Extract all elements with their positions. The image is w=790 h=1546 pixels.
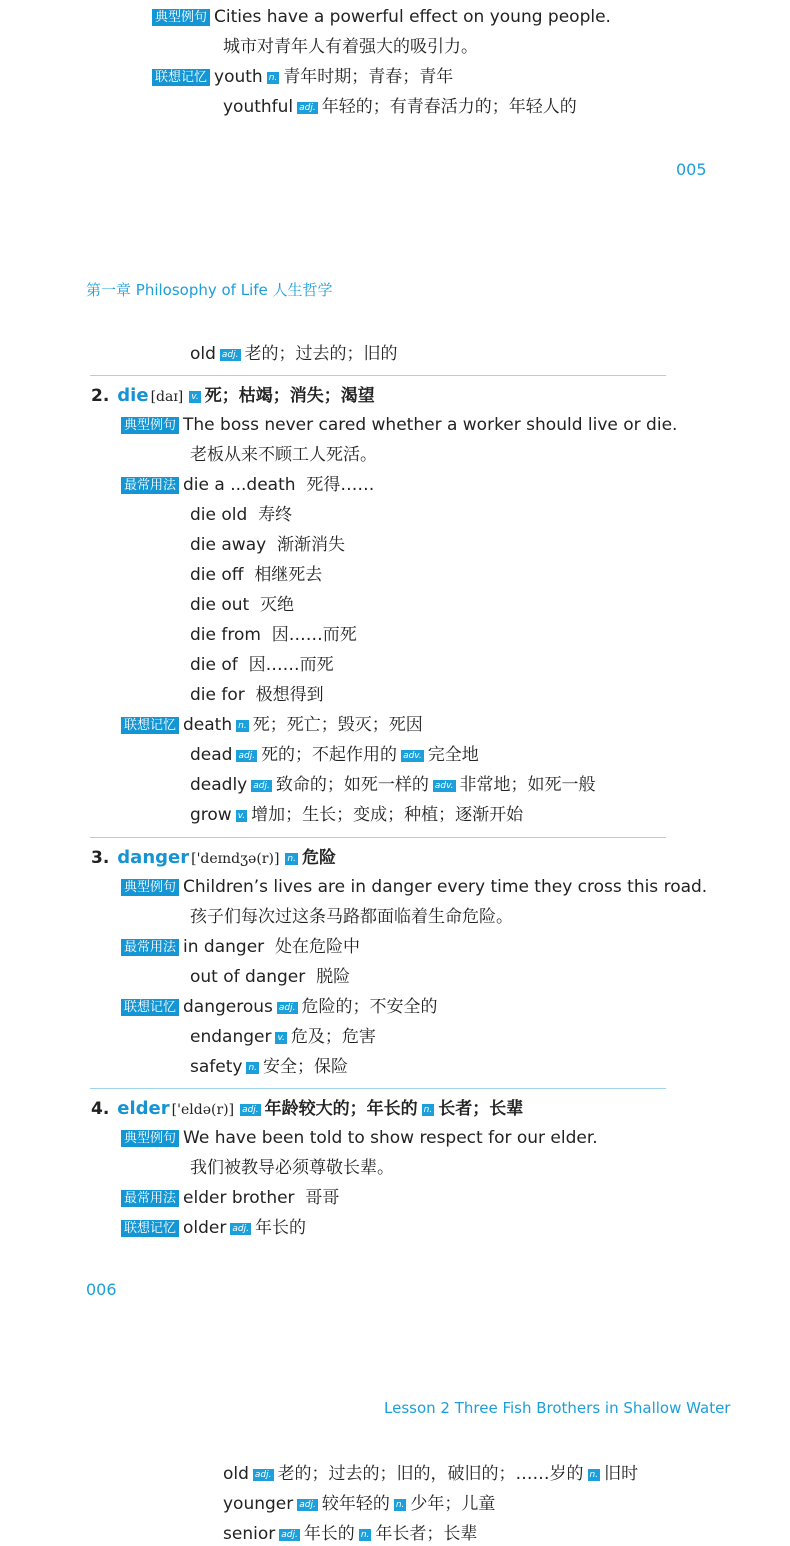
usage-row [190,564,322,586]
memory-definition: 危及；危害 [290,1027,376,1047]
usage-label: 最常用法 [121,477,179,494]
memory-word: grow [190,805,232,825]
usage-row [190,684,324,706]
usage-meaning: 因……而死 [271,625,357,645]
memory-word: senior [223,1524,276,1544]
pos-badge: n. [268,73,278,83]
memory-word: old [223,1464,249,1484]
memory-word: endanger [190,1027,272,1047]
pos-badge: n. [360,1530,370,1540]
usage-meaning: 相继死去 [254,565,323,585]
pos-badge: n. [395,1500,405,1510]
usage-phrase: out of danger [190,967,306,987]
headword: die [117,385,149,406]
memory-definition: 旧时 [604,1464,639,1484]
memory-definition: 年长的 [254,1218,306,1238]
memory-row [190,804,523,826]
memory-word: youth [214,67,263,87]
entry-number: 4. [91,1099,110,1119]
usage-row [190,594,294,616]
entry-number: 2. [91,386,110,406]
memory-definition: 年长的 [303,1524,355,1544]
pos-badge: n. [248,1063,258,1073]
memory-definition: 少年；儿童 [410,1494,496,1514]
pos-badge: adj. [299,103,316,113]
pos-badge: adj. [242,1105,259,1115]
memory-word: dangerous [183,997,273,1017]
memory-word: deadly [190,775,248,795]
example-chinese: 我们被教导必须尊敬长辈。 [190,1158,394,1178]
memory-row [223,1463,638,1485]
chapter-header: 第一章 Philosophy of Life 人生哲学 [86,281,333,299]
usage-row [190,966,350,988]
example-chinese: 城市对青年人有着强大的吸引力。 [223,37,478,57]
memory-word: younger [223,1494,294,1514]
memory-definition: 安全；保险 [263,1057,349,1077]
memory-definition: 老的；过去的；旧的，破旧的；……岁的 [277,1464,584,1484]
example-english: Cities have a powerful effect on young people. [214,7,611,27]
usage-meaning: 渐渐消失 [277,535,345,555]
pos-badge: adj. [221,350,239,360]
pos-badge: v. [277,1033,285,1043]
pos-badge: adj. [254,1470,272,1480]
usage-phrase: die of [190,655,238,675]
memory-row [190,343,398,365]
memory-word: youthful [223,97,294,117]
pos-badge: n. [423,1105,433,1115]
usage-phrase: elder brother [183,1188,295,1208]
usage-row [121,936,360,958]
memory-definition: 非常地；如死一般 [459,775,596,795]
memory-word: death [183,715,233,735]
memory-definition: 青年时期；青春；青年 [283,67,454,87]
pos-badge: v. [237,811,246,821]
pos-badge: v. [191,392,199,402]
entry-heading-danger [91,847,336,870]
example-sentence-row [121,414,677,436]
example-chinese: 孩子们每次过这条马路都面临着生命危险。 [190,907,513,927]
memory-word: dead [190,745,233,765]
headword: elder [117,1098,170,1119]
memory-row [152,66,453,88]
usage-meaning: 极想得到 [255,685,324,705]
phonetic: ['deɪndʒə(r)] [191,851,280,867]
memory-row [190,774,596,796]
usage-row [121,1187,339,1209]
example-label: 典型例句 [121,417,179,434]
pos-badge: adj. [278,1003,296,1013]
memory-label: 联想记忆 [152,69,210,86]
usage-phrase: die out [190,595,250,615]
pos-badge: adj. [281,1530,298,1540]
memory-row [121,1217,306,1239]
memory-definition: 致命的；如死一样的 [275,775,429,795]
pos-badge: n. [287,854,296,864]
definition: 死；枯竭；消失；渴望 [204,386,375,406]
usage-meaning: 处在危险中 [274,937,360,957]
phonetic: [daɪ] [150,389,184,405]
usage-row [190,654,334,676]
pos-badge: adv. [434,781,454,791]
memory-word: safety [190,1057,243,1077]
pos-badge: adv. [403,751,422,761]
entry-divider [90,375,666,376]
memory-definition: 年长者；长辈 [375,1524,478,1544]
lesson-header: Lesson 2 Three Fish Brothers in Shallow Water [384,1399,731,1417]
memory-row [121,996,438,1018]
example-label: 典型例句 [152,9,210,26]
pos-badge: adj. [238,751,256,761]
entry-divider [90,837,666,838]
pos-badge: n. [589,1470,599,1480]
memory-row [190,1026,376,1048]
example-sentence-row [152,6,611,28]
usage-meaning: 因……而死 [248,655,334,675]
entry-heading-elder [91,1098,523,1121]
memory-definition: 死；死亡；毁灭；死因 [252,715,423,735]
memory-label: 联想记忆 [121,717,179,734]
memory-definition: 老的；过去的；旧的 [244,344,398,364]
memory-label: 联想记忆 [121,999,179,1016]
usage-row [190,534,345,556]
definition: 年龄较大的；年长的 [264,1099,418,1119]
example-sentence-row [121,876,707,898]
example-english: Children’s lives are in danger every time they cross this road. [183,877,708,897]
definition: 长者；长辈 [438,1099,524,1119]
example-sentence-row [121,1127,598,1149]
definition: 危险 [301,848,336,868]
entry-number: 3. [91,848,110,868]
usage-phrase: die for [190,685,245,705]
pos-badge: n. [238,721,247,731]
entry-heading-die [91,385,375,408]
entry-divider [90,1088,666,1089]
headword: danger [117,847,190,868]
example-label: 典型例句 [121,1130,179,1147]
usage-row [190,504,292,526]
memory-definition: 较年轻的 [321,1494,390,1514]
usage-meaning: 灭绝 [260,595,295,615]
memory-row [121,714,423,736]
example-label: 典型例句 [121,879,179,896]
usage-phrase: die away [190,535,267,555]
memory-definition: 完全地 [427,745,479,765]
pos-badge: adj. [299,1500,316,1510]
phonetic: ['eldə(r)] [171,1102,235,1118]
usage-phrase: in danger [183,937,265,957]
memory-row [223,1523,477,1545]
memory-word: older [183,1218,227,1238]
usage-meaning: 死得…… [306,475,375,495]
usage-row [121,474,374,496]
example-chinese: 老板从来不顾工人死活。 [190,445,377,465]
page-number: 005 [676,160,707,179]
example-english: We have been told to show respect for our elder. [183,1128,598,1148]
memory-label: 联想记忆 [121,1220,179,1237]
pos-badge: adj. [232,1224,249,1234]
memory-row [190,1056,348,1078]
usage-row [190,624,357,646]
usage-phrase: die a ...death [183,475,296,495]
usage-phrase: die from [190,625,261,645]
usage-label: 最常用法 [121,939,179,956]
memory-definition: 增加；生长；变成；种植；逐渐开始 [251,805,524,825]
memory-row [190,744,479,766]
usage-meaning: 脱险 [316,967,351,987]
usage-meaning: 寿终 [258,505,293,525]
usage-phrase: die old [190,505,248,525]
memory-definition: 死的；不起作用的 [261,745,398,765]
pos-badge: adj. [253,781,270,791]
usage-meaning: 哥哥 [305,1188,340,1208]
usage-label: 最常用法 [121,1190,179,1207]
memory-row [223,96,577,118]
usage-phrase: die off [190,565,244,585]
memory-definition: 危险的；不安全的 [301,997,438,1017]
example-english: The boss never cared whether a worker should live or die. [183,415,678,435]
memory-row [223,1493,495,1515]
memory-word: old [190,344,216,364]
page-number: 006 [86,1280,117,1299]
memory-definition: 年轻的；有青春活力的；年轻人的 [321,97,577,117]
